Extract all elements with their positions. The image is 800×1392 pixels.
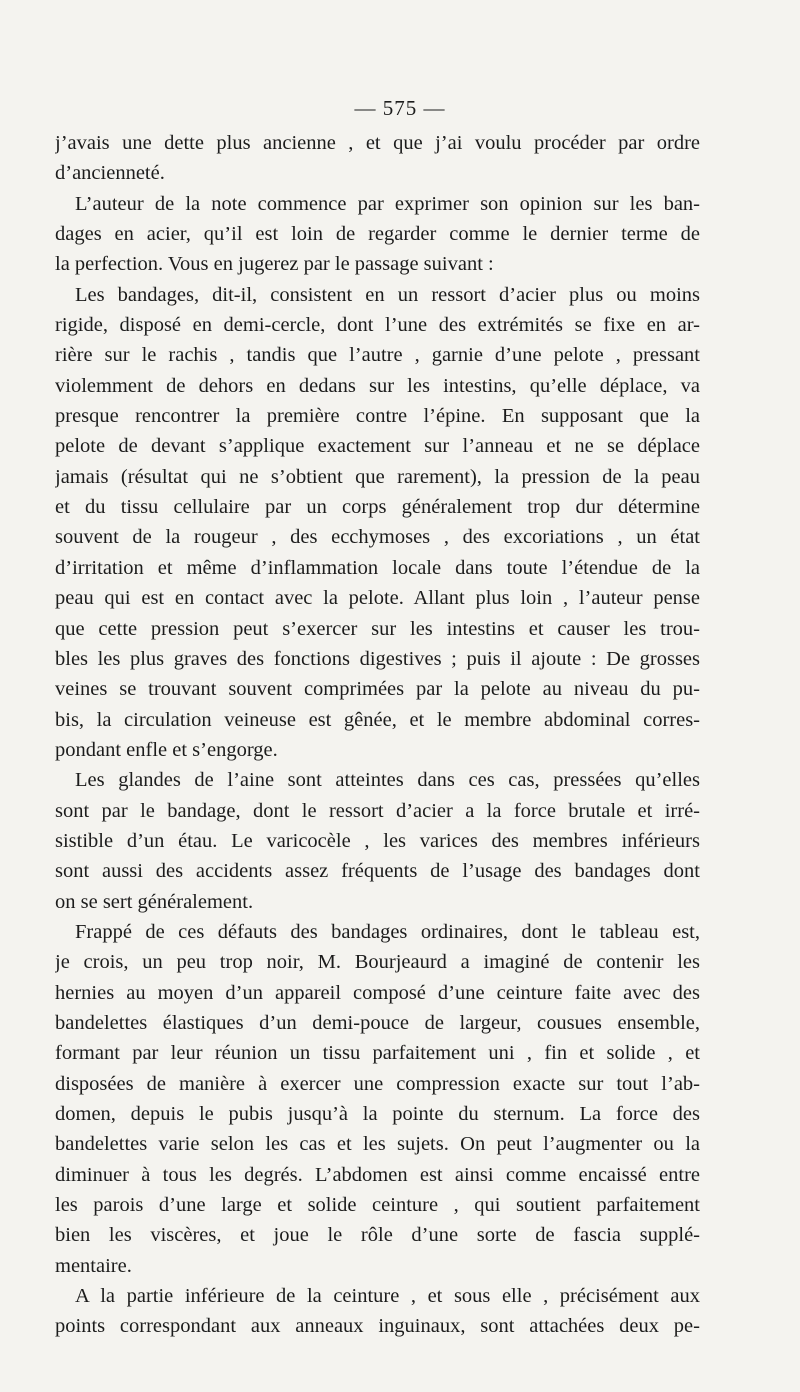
text-line: presque rencontrer la première contre l’épine. En supposant que la — [55, 405, 700, 428]
text-line: violemment de dehors en dedans sur les intestins, qu’elle déplace, va — [55, 374, 700, 397]
text-line: dages en acier, qu’il est loin de regarder comme le dernier terme de — [55, 223, 700, 246]
text-line: pondant enfle et s’engorge. — [55, 738, 278, 761]
text-line: sont aussi des accidents assez fréquents de l’usage des bandages dont — [55, 860, 700, 883]
text-line: rigide, disposé en demi-cercle, dont l’une des extrémités se fixe en ar- — [55, 314, 700, 337]
text-line: je crois, un peu trop noir, M. Bourjeaurd a imaginé de contenir les — [55, 951, 700, 974]
text-line: j’avais une dette plus ancienne , et que j’ai voulu procéder par ordre — [55, 132, 700, 154]
text-line: souvent de la rougeur , des ecchymoses , des excoriations , un état — [55, 526, 700, 549]
text-line: peau qui est en contact avec la pelote. Allant plus loin , l’auteur pense — [55, 587, 700, 610]
text-line: points correspondant aux anneaux inguinaux, sont attachées deux pe- — [55, 1315, 700, 1338]
body-text — [55, 128, 700, 1342]
text-line: et du tissu cellulaire par un corps généralement trop dur détermine — [55, 496, 700, 519]
text-line: pelote de devant s’applique exactement sur l’anneau et ne se déplace — [55, 435, 700, 458]
text-line: d’ancienneté. — [55, 162, 165, 185]
text-line: Les glandes de l’aine sont atteintes dans ces cas, pressées qu’elles — [75, 769, 700, 792]
text-line: les parois d’une large et solide ceinture , qui soutient parfaitement — [55, 1194, 700, 1217]
page-number: — 575 — — [354, 96, 446, 120]
text-line: rière sur le rachis , tandis que l’autre , garnie d’une pelote , pressant — [55, 344, 700, 367]
text-line: d’irritation et même d’inflammation locale dans toute l’étendue de la — [55, 556, 700, 579]
text-line: jamais (résultat qui ne s’obtient que rarement), la pression de la peau — [55, 465, 700, 488]
text-line: mentaire. — [55, 1254, 132, 1277]
text-line: bles les plus graves des fonctions digestives ; puis il ajoute : De grosses — [55, 647, 700, 670]
text-line: sont par le bandage, dont le ressort d’acier a la force brutale et irré- — [55, 799, 700, 822]
text-line: que cette pression peut s’exercer sur les intestins et causer les trou- — [55, 617, 700, 640]
text-line: bien les viscères, et joue le rôle d’une sorte de fascia supplé- — [55, 1224, 700, 1247]
text-line: veines se trouvant souvent comprimées par la pelote au niveau du pu- — [55, 678, 700, 701]
text-line: sistible d’un étau. Le varicocèle , les varices des membres inférieurs — [55, 829, 700, 852]
text-line: formant par leur réunion un tissu parfaitement uni , fin et solide , et — [55, 1042, 700, 1065]
text-line: diminuer à tous les degrés. L’abdomen est ainsi comme encaissé entre — [55, 1163, 700, 1186]
text-line: A la partie inférieure de la ceinture , et sous elle , précisément aux — [75, 1285, 700, 1308]
text-line: la perfection. Vous en jugerez par le passage suivant : — [55, 253, 494, 276]
text-line: bandelettes élastiques d’un demi-pouce de largeur, cousues ensemble, — [55, 1011, 700, 1034]
text-line: on se sert généralement. — [55, 890, 254, 913]
text-line: Frappé de ces défauts des bandages ordinaires, dont le tableau est, — [75, 920, 700, 943]
text-line: bandelettes varie selon les cas et les sujets. On peut l’augmenter ou la — [55, 1133, 700, 1156]
text-line: Les bandages, dit-il, consistent en un ressort d’acier plus ou moins — [75, 283, 700, 306]
text-line: domen, depuis le pubis jusqu’à la pointe du sternum. La force des — [55, 1103, 700, 1125]
text-line: L’auteur de la note commence par exprimer son opinion sur les ban- — [75, 192, 700, 215]
text-line: disposées de manière à exercer une compression exacte sur tout l’ab- — [55, 1072, 700, 1095]
text-line: hernies au moyen d’un appareil composé d’une ceinture faite avec des — [55, 981, 700, 1004]
text-line: bis, la circulation veineuse est gênée, et le membre abdominal corres- — [55, 708, 700, 731]
